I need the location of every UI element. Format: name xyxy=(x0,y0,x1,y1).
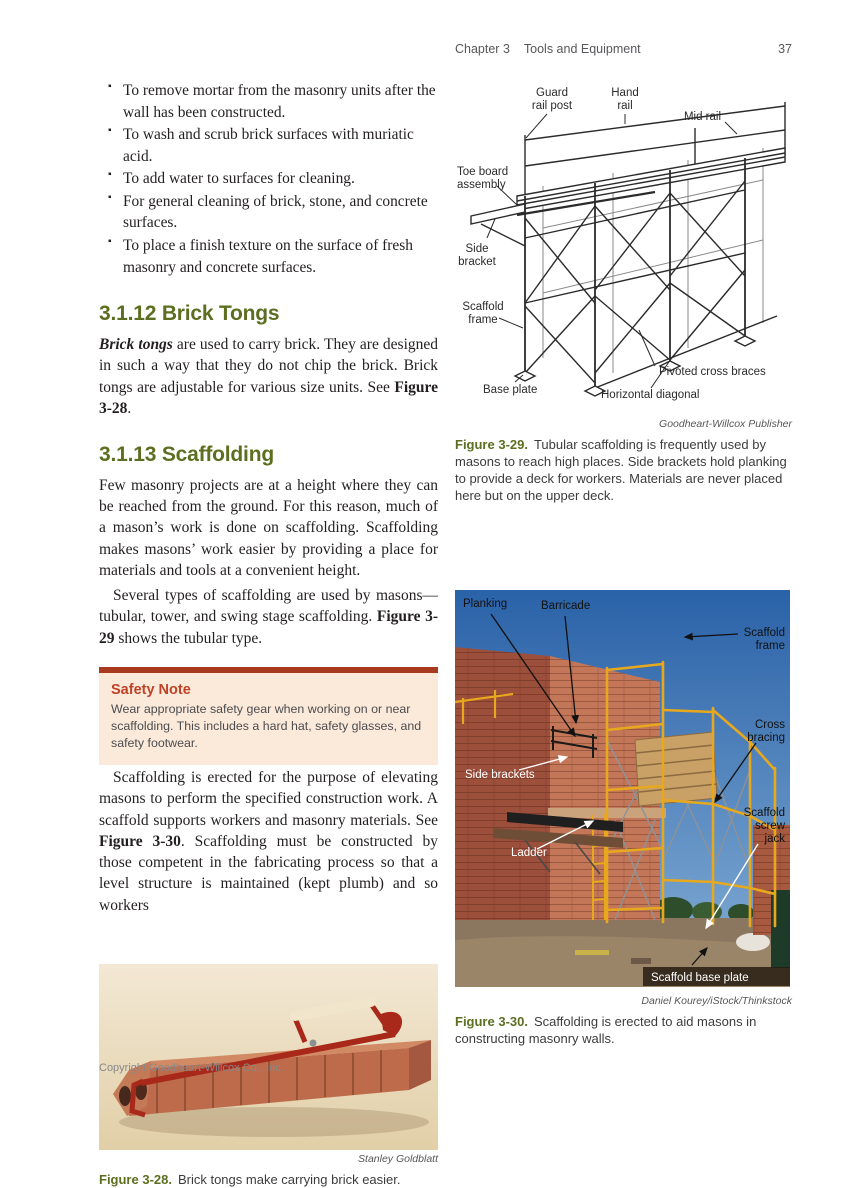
photo-label-planking: Planking xyxy=(463,598,508,610)
page-header xyxy=(455,42,792,56)
chapter-title: Tools and Equipment xyxy=(523,42,641,56)
svg-text:frame: frame xyxy=(755,640,785,652)
bullet-item: ▪ To place a finish texture on the surface of fresh masonry and concrete surfaces. xyxy=(123,235,438,278)
safety-note-title: Safety Note xyxy=(111,681,191,698)
diagram-label-scaffold-frame: Scaffold xyxy=(462,301,504,313)
svg-text:rail: rail xyxy=(617,100,633,112)
diagram-label-hand-rail: Hand xyxy=(611,87,639,99)
photo-label-ladder: Ladder xyxy=(511,847,547,859)
left-column xyxy=(99,80,438,1188)
diagram-label-mid-rail: Mid rail xyxy=(683,111,721,123)
paragraph-scaffolding-1: Few masonry projects are at a height where they can be reached from the ground. For this reason, much of a mason’s work is done on scaffolding. Scaffolding makes masons’ work easier by providing a place for materials and tools at a convenient height. xyxy=(99,477,438,579)
photo-label-cross-bracing: Cross xyxy=(754,719,785,731)
photo-label-barricade: Barricade xyxy=(541,600,591,612)
photo-label-scaffold-frame: Scaffold xyxy=(743,627,785,639)
safety-note-body: Wear appropriate safety gear when working on or near scaffolding. This includes a hard hat, safety glasses, and safety footwear. xyxy=(111,701,422,751)
chapter-label: Chapter 3 xyxy=(455,42,510,56)
brick-tongs-photo xyxy=(99,964,438,1150)
bullet-item: ▪ To wash and scrub brick surfaces with muriatic acid. xyxy=(123,124,438,167)
svg-text:screw: screw xyxy=(754,820,785,832)
svg-text:bracing: bracing xyxy=(747,732,785,744)
figure-ref-3-30: Figure 3-30 xyxy=(99,832,181,850)
figure-3-29 xyxy=(455,78,792,505)
figure-ref-3-28: Figure 3-28 xyxy=(99,378,438,417)
photo-credit: Stanley Goldblatt xyxy=(358,1152,438,1165)
page-number: 37 xyxy=(778,42,792,56)
scaffolding-diagram xyxy=(455,78,792,410)
svg-text:frame: frame xyxy=(468,314,498,326)
paragraph-scaffolding-2: Several types of scaffolding are used by masons—tubular, tower, and swing stage scaffolding. Figure 3-29 shows the tubular type. xyxy=(99,587,438,647)
bullet-item: ▪ To remove mortar from the masonry units after the wall has been constructed. xyxy=(123,80,438,123)
figure-3-28 xyxy=(99,964,438,1188)
svg-text:bracket: bracket xyxy=(458,256,496,268)
svg-text:rail post: rail post xyxy=(531,100,573,112)
safety-note-box xyxy=(99,667,438,765)
diagram-label-base-plate: Base plate xyxy=(483,384,538,396)
figure-caption: Figure 3-29. Tubular scaffolding is frequently used by masons to reach high places. Side brackets hold planking to provide a deck for workers. Materials are never placed here but on the upper deck. xyxy=(455,437,787,504)
photo-credit: Daniel Kourey/iStock/Thinkstock xyxy=(641,995,792,1007)
diagram-label-guard-rail-post: Guard xyxy=(536,87,568,99)
bullet-list xyxy=(99,80,438,278)
diagram-credit: Goodheart-Willcox Publisher xyxy=(659,418,792,430)
section-heading-scaffolding: 3.1.13 Scaffolding xyxy=(99,443,274,466)
figure-ref-3-29: Figure 3-29 xyxy=(99,608,438,647)
paragraph-brick-tongs: Brick tongs are used to carry brick. They are designed in such a way that they do not chip the brick. Brick tongs are adjustable for various size units. See Figure 3-28. xyxy=(99,336,438,417)
section-heading-brick-tongs: 3.1.12 Brick Tongs xyxy=(99,302,280,326)
bullet-item: ▪ To add water to surfaces for cleaning. xyxy=(123,168,438,190)
right-column xyxy=(455,78,792,505)
diagram-label-toe-board: Toe board xyxy=(457,166,509,178)
diagram-label-side-bracket: Side xyxy=(465,243,489,255)
figure-3-30 xyxy=(455,590,792,1047)
photo-label-scaffold-base-plate: Scaffold base plate xyxy=(651,972,749,984)
term-brick-tongs: Brick tongs xyxy=(99,336,173,354)
copyright-line: Copyright Goodheart-Willcox Co., Inc. xyxy=(99,1062,284,1074)
photo-label-scaffold-screw-jack: Scaffold xyxy=(743,807,785,819)
photo-label-side-brackets: Side brackets xyxy=(465,769,535,781)
diagram-label-horizontal-diagonal: Horizontal diagonal xyxy=(601,389,700,401)
figure-caption: Figure 3-30. Scaffolding is erected to aid masons in constructing masonry walls. xyxy=(455,1014,757,1047)
figure-caption: Figure 3-28. Brick tongs make carrying brick easier. xyxy=(99,1171,401,1187)
diagram-label-pivoted-cross-braces: Pivoted cross braces xyxy=(659,366,766,378)
svg-text:jack: jack xyxy=(764,833,785,845)
svg-text:assembly: assembly xyxy=(457,179,506,191)
bullet-item: ▪ For general cleaning of brick, stone, and concrete surfaces. xyxy=(123,191,438,234)
paragraph-after-safety: Scaffolding is erected for the purpose of elevating masons to perform the specified construction work. A scaffold supports workers and masonry materials. See Figure 3-30. Scaffolding must be constructed by those competent in the fabricating process so that a level structure is maintained (kept plumb) and so workers xyxy=(99,769,438,914)
scaffolding-photo xyxy=(455,590,790,987)
